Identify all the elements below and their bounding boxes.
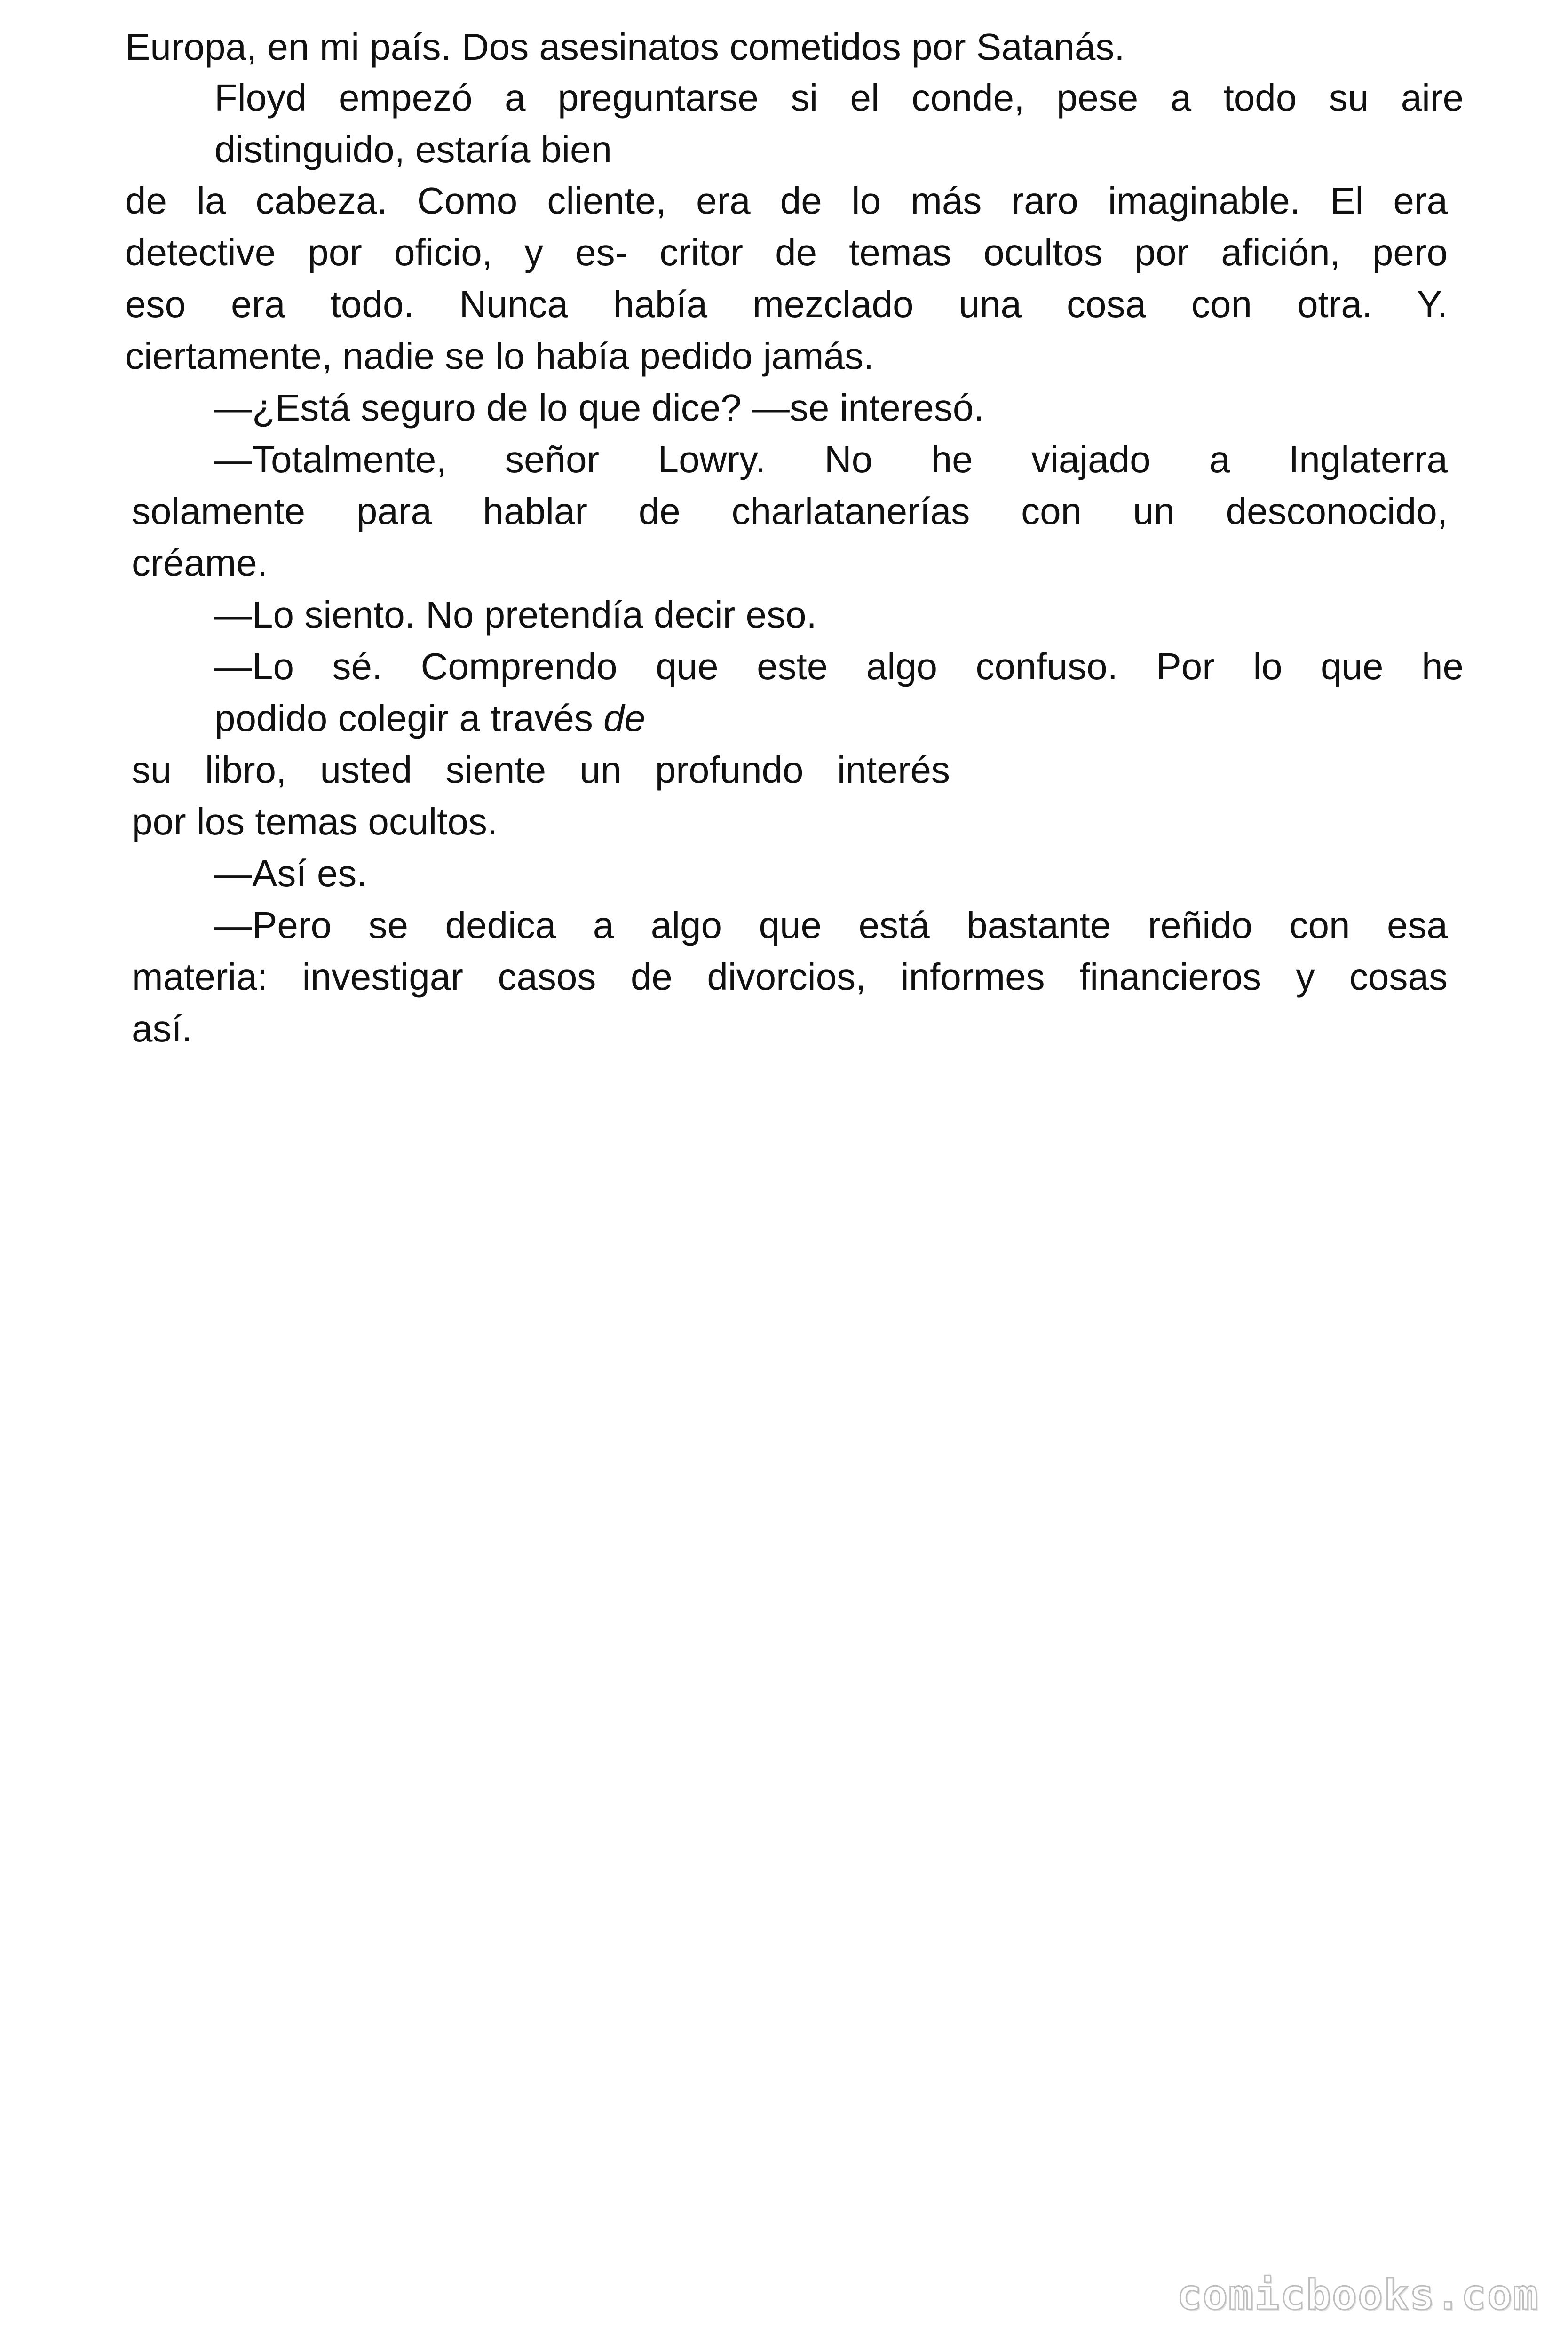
text-line: —Así es. xyxy=(214,852,367,894)
text-line: distinguido, estaría bien xyxy=(214,128,612,170)
text-line: —Pero se dedica a algo que está bastante reñido con esa xyxy=(214,904,1448,946)
text-line: créame. xyxy=(132,542,268,584)
text-line: —Totalmente, señor Lowry. No he viajado a Inglaterra xyxy=(214,438,1448,480)
text-line: por los temas ocultos. xyxy=(132,801,498,842)
watermark-logo: comicbooks.com xyxy=(1177,2271,1539,2319)
italic-word: de xyxy=(603,697,646,739)
text-line xyxy=(214,692,645,744)
text-line: Europa, en mi país. Dos asesinatos cometidos por Satanás. xyxy=(125,26,1125,68)
text-line: ciertamente, nadie se lo había pedido jamás. xyxy=(125,335,874,377)
text-line: —Lo sé. Comprendo que este algo confuso. Por lo que he xyxy=(214,645,1464,687)
text-line: su libro, usted siente un profundo interés xyxy=(132,749,950,791)
text-line: detective por oficio, y es- critor de temas ocultos por afición, pero xyxy=(125,231,1448,273)
text-line: —Lo siento. No pretendía decir eso. xyxy=(214,594,817,636)
text-line: eso era todo. Nunca había mezclado una cosa con otra. Y. xyxy=(125,283,1448,325)
text-line: materia: investigar casos de divorcios, informes financieros y cosas xyxy=(132,956,1448,998)
text-line: de la cabeza. Como cliente, era de lo más raro imaginable. El era xyxy=(125,180,1448,222)
text-line: solamente para hablar de charlatanerías con un desconocido, xyxy=(132,490,1448,532)
text-run: podido colegir a través xyxy=(214,697,593,739)
text-line: así. xyxy=(132,1008,192,1049)
text-line: Floyd empezó a preguntarse si el conde, pese a todo su aire xyxy=(214,77,1464,119)
text-line: —¿Está seguro de lo que dice? —se interesó. xyxy=(214,387,984,429)
